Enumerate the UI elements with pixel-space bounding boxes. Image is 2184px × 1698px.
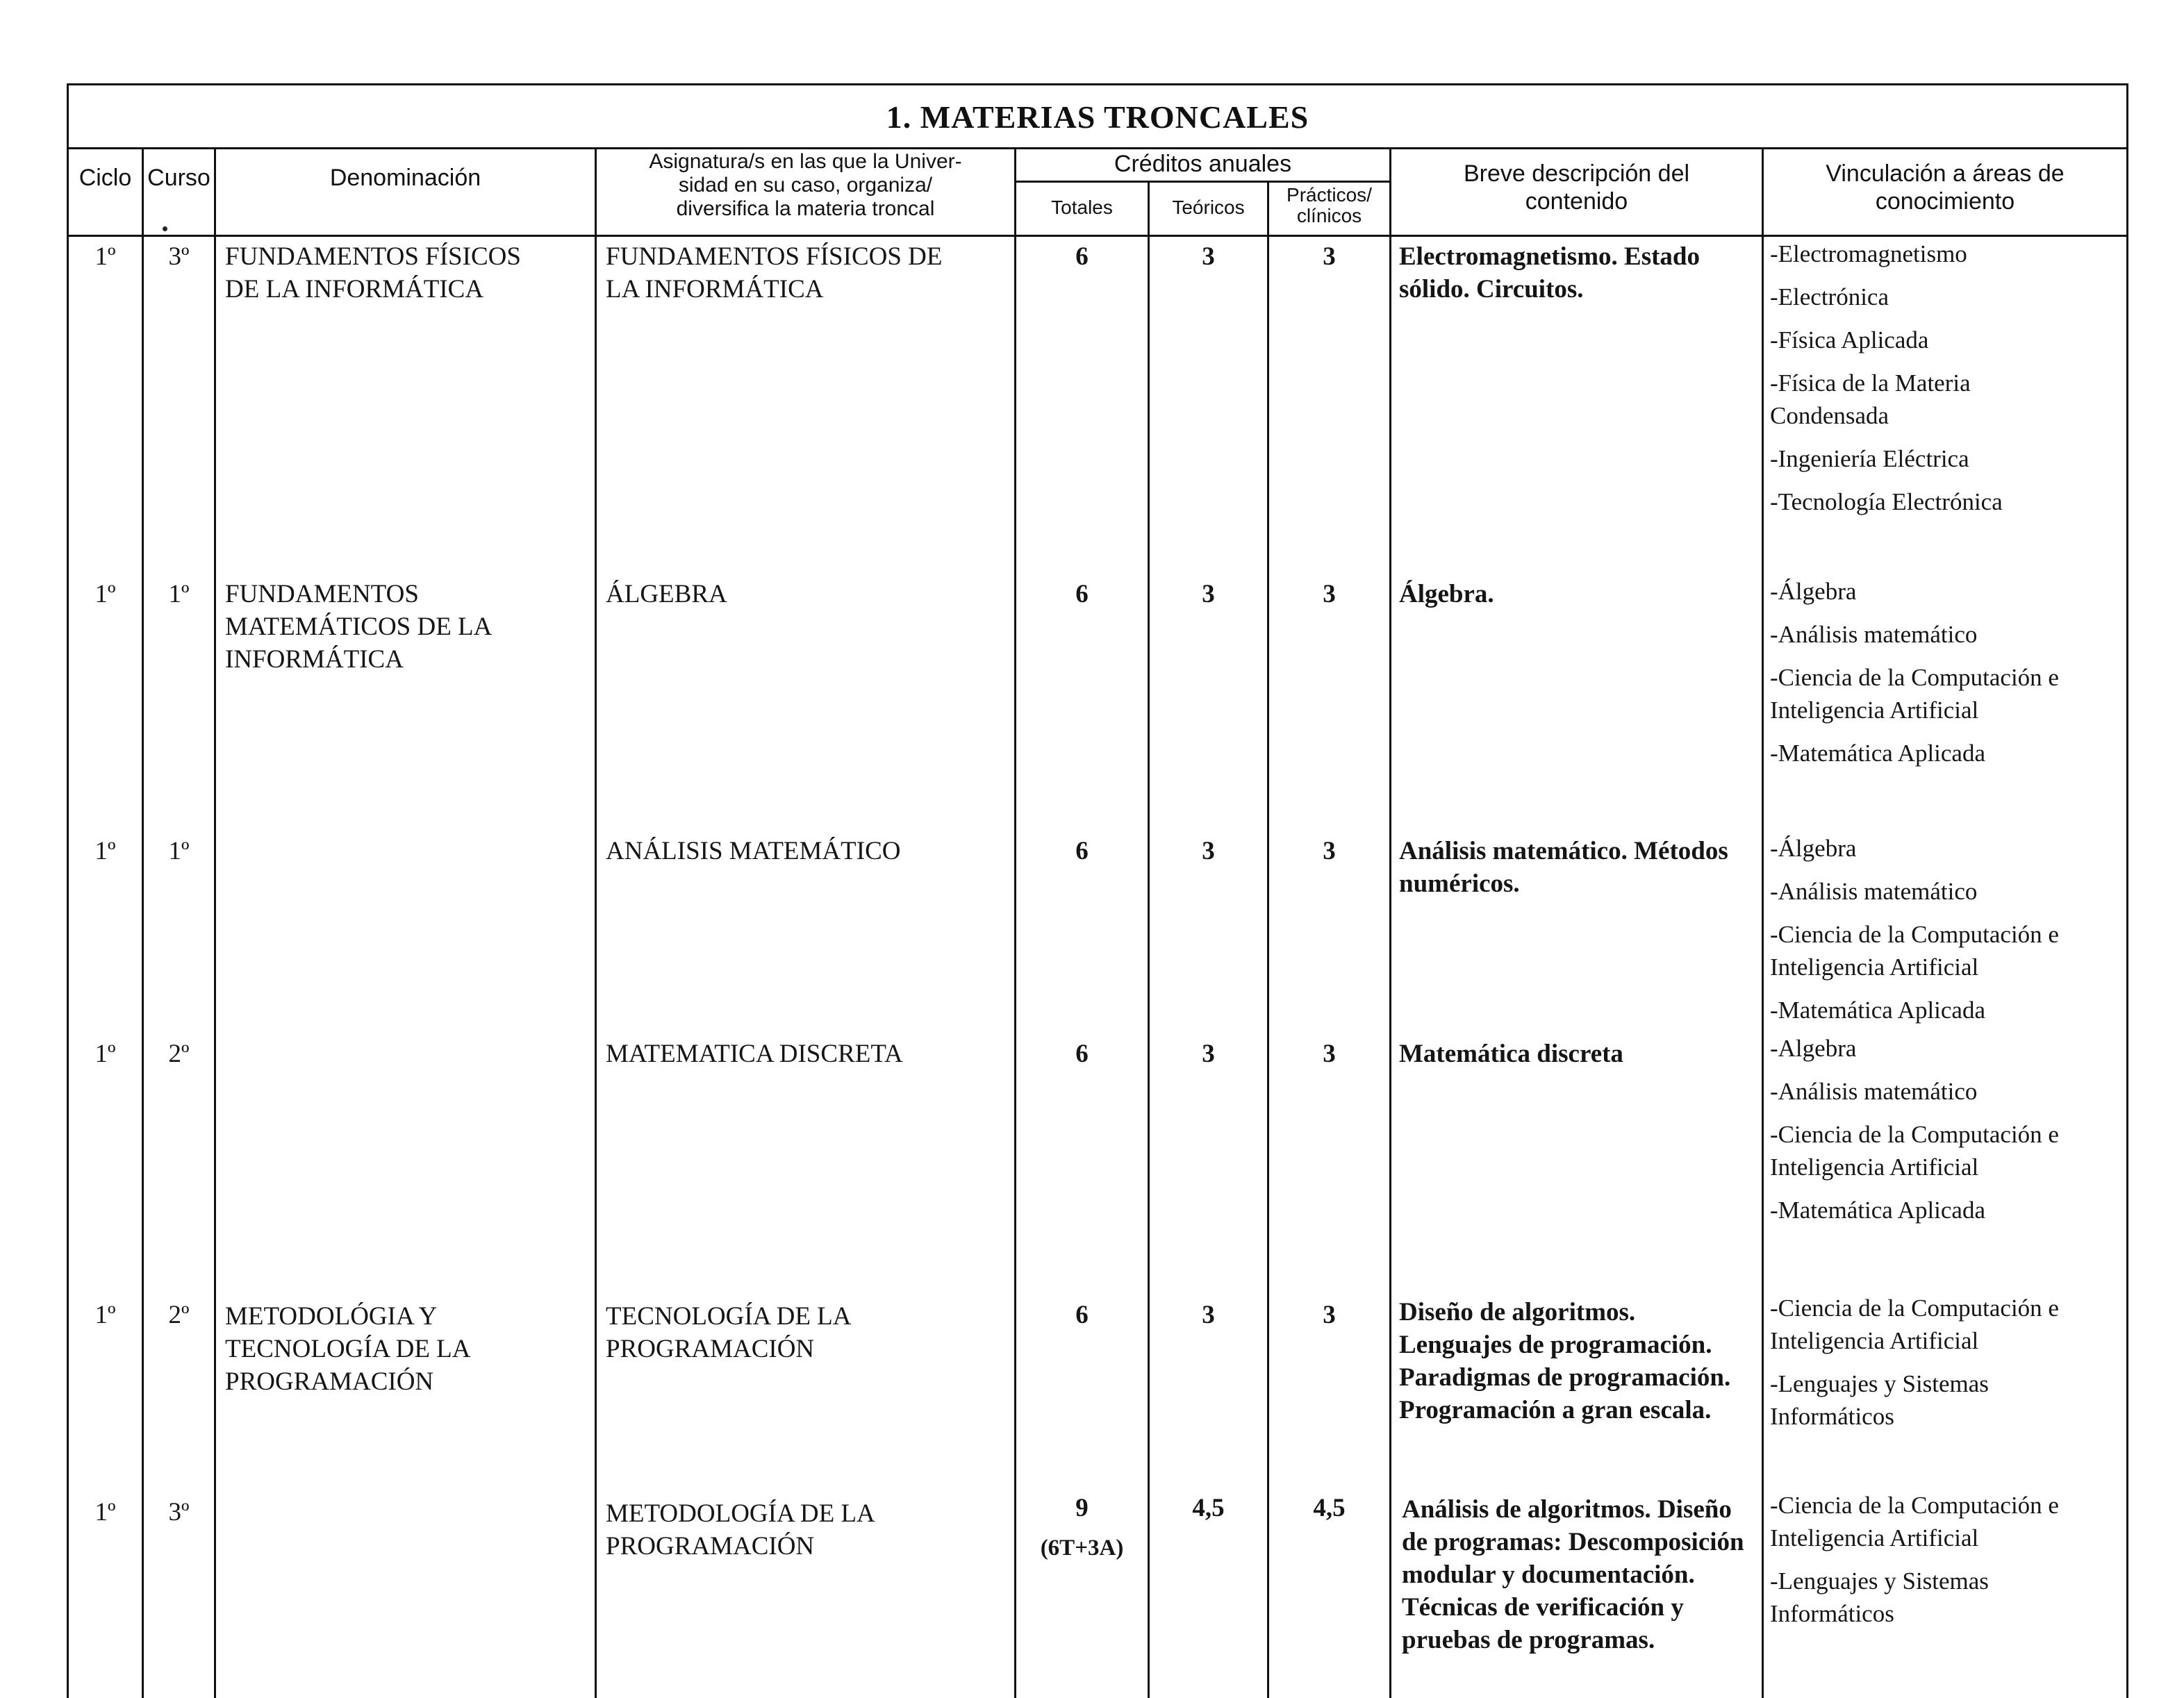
scan-dot [163, 226, 167, 231]
header-ciclo: Ciclo [78, 165, 132, 191]
curso-cell: 2º [168, 1040, 190, 1068]
header-asignatura: Asignatura/s en las que la Univer- sidad en su caso, organiza/ diversifica la materia troncal [649, 150, 962, 220]
area-item: -Algebra [1770, 1035, 1857, 1062]
curso-cell: 3º [168, 1498, 190, 1526]
col-divider-totales [1148, 181, 1150, 1698]
header-creditos-anuales: Créditos anuales [1114, 151, 1292, 177]
col-divider-descripcion [1762, 147, 1764, 1698]
practicos-cell: 4,5 [1313, 1494, 1346, 1522]
areas-cell [1770, 1489, 2126, 1640]
practicos-cell: 3 [1323, 1301, 1336, 1329]
ciclo-cell: 1º [94, 837, 116, 865]
creditos-subheader-divider [1014, 181, 1389, 183]
asignatura-cell: METODOLOGÍA DE LA PROGRAMACIÓN [606, 1499, 875, 1560]
area-item: -Análisis matemático [1770, 878, 1978, 905]
area-item: -Análisis matemático [1770, 621, 1978, 648]
ciclo-cell: 1º [94, 580, 116, 608]
area-item: -Matemática Aplicada [1770, 1197, 1985, 1224]
table-border-right [2126, 83, 2128, 1698]
teoricos-cell: 3 [1202, 1040, 1215, 1068]
col-divider-curso [214, 147, 216, 1698]
area-item: -Ingeniería Eléctrica [1770, 445, 1969, 472]
practicos-cell: 3 [1323, 1040, 1336, 1068]
totales-cell: 6 [1075, 1040, 1089, 1068]
col-divider-denominacion [595, 147, 597, 1698]
col-divider-practicos [1389, 147, 1391, 1698]
table-border-top [67, 83, 2128, 85]
area-item: -Matemática Aplicada [1770, 740, 1985, 767]
area-item: -Electrónica [1770, 283, 1889, 310]
asignatura-cell: FUNDAMENTOS FÍSICOS DE LA INFORMÁTICA [606, 242, 943, 303]
descripcion-cell: Diseño de algoritmos. Lenguajes de programación. Paradigmas de programación. Programación a gran escala. [1399, 1298, 1731, 1424]
areas-cell [1770, 238, 2126, 528]
col-divider-ciclo [142, 147, 144, 1698]
table-title: 1. MATERIAS TRONCALES [886, 99, 1309, 135]
practicos-cell: 3 [1323, 242, 1336, 271]
area-item: -Ciencia de la Computación e Inteligencia Artificial [1770, 1492, 2059, 1551]
area-item: -Física de la Materia Condensada [1770, 369, 1971, 429]
areas-cell [1770, 1292, 2126, 1443]
title-divider [67, 147, 2128, 149]
teoricos-cell: 3 [1202, 580, 1215, 608]
totales-cell: 6 [1075, 1301, 1089, 1329]
area-item: -Física Aplicada [1770, 326, 1929, 353]
curso-cell: 3º [168, 242, 190, 271]
area-item: -Álgebra [1770, 578, 1857, 605]
ciclo-cell: 1º [94, 1301, 116, 1329]
header-curso: Curso [147, 165, 210, 191]
teoricos-cell: 3 [1202, 242, 1215, 271]
col-divider-asignatura [1014, 147, 1016, 1698]
teoricos-cell: 3 [1202, 1301, 1215, 1329]
ciclo-cell: 1º [94, 1040, 116, 1068]
area-item: -Álgebra [1770, 835, 1857, 862]
materias-troncales-table [67, 83, 2128, 1698]
curso-cell: 2º [168, 1301, 190, 1329]
area-item: -Matemática Aplicada [1770, 997, 1985, 1024]
header-denominacion: Denominación [329, 165, 481, 191]
area-item: -Tecnología Electrónica [1770, 488, 2003, 515]
asignatura-cell: ANÁLISIS MATEMÁTICO [606, 837, 901, 865]
totales-breakdown: (6T+3A) [1040, 1535, 1124, 1560]
asignatura-cell: TECNOLOGÍA DE LA PROGRAMACIÓN [606, 1302, 852, 1363]
area-item: -Ciencia de la Computación e Inteligencia Artificial [1770, 664, 2059, 724]
teoricos-cell: 4,5 [1192, 1494, 1225, 1522]
area-item: -Lenguajes y Sistemas Informáticos [1770, 1370, 1989, 1430]
area-item: -Ciencia de la Computación e Inteligencia Artificial [1770, 1121, 2059, 1181]
area-item: -Lenguajes y Sistemas Informáticos [1770, 1567, 1989, 1627]
descripcion-cell: Álgebra. [1399, 580, 1494, 608]
ciclo-cell: 1º [94, 1498, 116, 1526]
descripcion-cell: Matemática discreta [1399, 1040, 1623, 1068]
asignatura-cell: MATEMATICA DISCRETA [606, 1040, 903, 1068]
area-item: -Electromagnetismo [1770, 240, 1967, 267]
practicos-cell: 3 [1323, 837, 1336, 865]
area-item: -Análisis matemático [1770, 1078, 1978, 1105]
totales-cell: 9 [1075, 1494, 1089, 1522]
header-practicos: Prácticos/ clínicos [1287, 184, 1372, 226]
areas-cell [1770, 832, 2126, 1037]
curso-cell: 1º [168, 837, 190, 865]
denominacion-cell: FUNDAMENTOS FÍSICOS DE LA INFORMÁTICA [225, 242, 521, 303]
asignatura-cell: ÁLGEBRA [606, 580, 727, 608]
areas-cell [1770, 575, 2126, 780]
area-item: -Ciencia de la Computación e Inteligencia Artificial [1770, 921, 2059, 981]
col-divider-teoricos [1267, 181, 1269, 1698]
descripcion-cell: Electromagnetismo. Estado sólido. Circuitos. [1399, 242, 1700, 303]
header-totales: Totales [1051, 197, 1113, 218]
descripcion-cell: Análisis matemático. Métodos numéricos. [1399, 837, 1728, 898]
header-vinculacion: Vinculación a áreas de conocimiento [1826, 160, 2065, 215]
denominacion-cell: METODOLÓGIA Y TECNOLOGÍA DE LA PROGRAMACIÓN [225, 1302, 471, 1396]
areas-cell [1770, 1032, 2126, 1237]
totales-cell: 6 [1075, 242, 1089, 271]
table-border-left [67, 83, 69, 1698]
descripcion-cell: Análisis de algoritmos. Diseño de programas: Descomposición modular y documentación. Técnicas de verificación y pruebas de programas. [1402, 1495, 1744, 1654]
header-divider [67, 235, 2128, 237]
curso-cell: 1º [168, 580, 190, 608]
header-descripcion: Breve descripción del contenido [1463, 160, 1690, 215]
denominacion-cell: FUNDAMENTOS MATEMÁTICOS DE LA INFORMÁTICA [225, 580, 493, 674]
totales-cell: 6 [1075, 837, 1089, 865]
teoricos-cell: 3 [1202, 837, 1215, 865]
header-teoricos: Teóricos [1172, 197, 1245, 218]
ciclo-cell: 1º [94, 242, 116, 271]
area-item: -Ciencia de la Computación e Inteligencia Artificial [1770, 1295, 2059, 1354]
totales-cell: 6 [1075, 580, 1089, 608]
practicos-cell: 3 [1323, 580, 1336, 608]
